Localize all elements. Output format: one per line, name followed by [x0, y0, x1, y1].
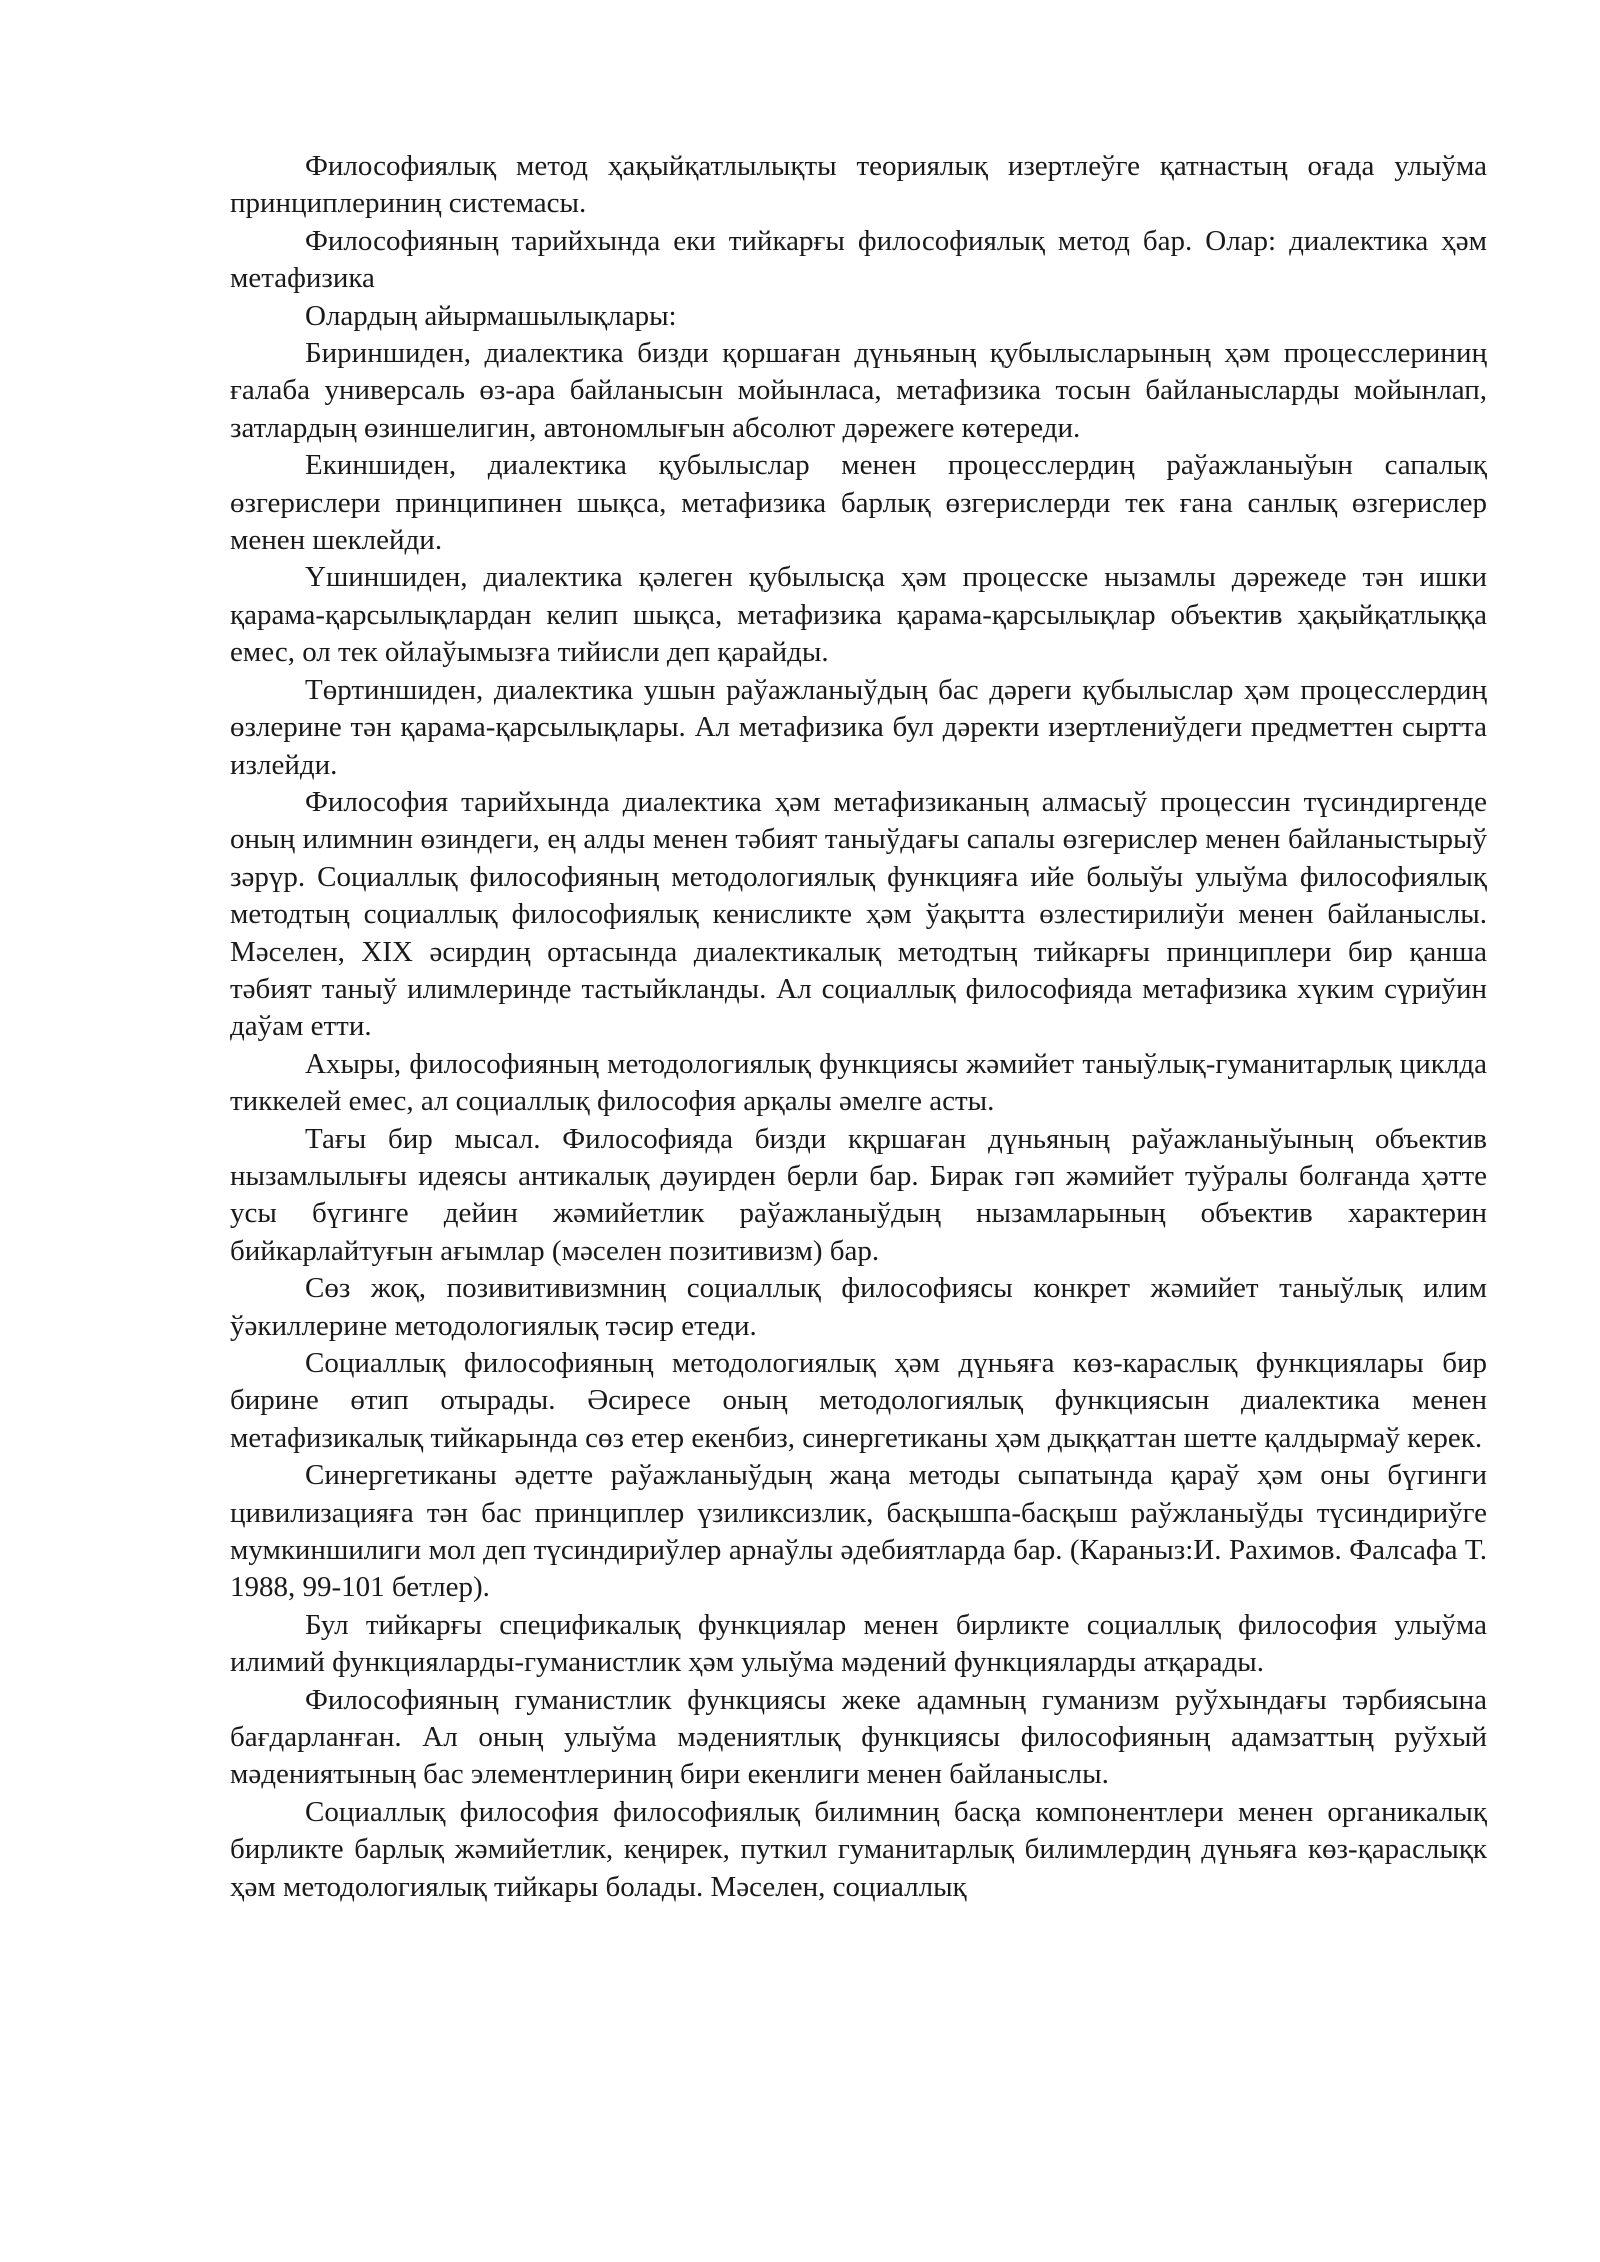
paragraph: Философияның гуманистлик функциясы жеке адамның гуманизм руўхындағы тәрбиясына бағдарланған. Ал оның улыўма мәдениятлық функциясы философияның адамзаттың руўхый мәдениятының бас элементлериниң бири екенлиги менен байланыслы. — [230, 1683, 1487, 1791]
paragraph: Тағы бир мысал. Философияда бизди кқршаған дүньяның раўажланыўының объектив нызамлылығы идеясы антикалық дәуирден берли бар. Бирак гәп жәмийет туўралы болғанда ҳәтте усы бүгинге дейин жәмийетлик раўажланыўдың нызамларының объектив характерин бийкарлайтуғын ағымлар (мәселен позитивизм) бар. — [230, 1122, 1487, 1267]
paragraph: Философия тарийхында диалектика ҳәм метафизиканың алмасыў процессин түсиндиргенде оның илимнин өзиндеги, ең алды менен тәбият таныўдағы сапалы өзгерислер менен байланыстырыў зәрүр. Социаллық философияның методологиялық функцияға ийе болыўы улыўма философиялық методтың социаллық философиялық кенисликте ҳәм ўақытта өзлестирилиўи менен байланыслы. Мәселен, XIX әсирдиң ортасында диалектикалық методтың тийкарғы принциплери бир қанша тәбият таныў илимлеринде тастыйкланды. Ал социаллық философияда метафизика хүким сүриўин даўам етти. — [230, 785, 1487, 1043]
paragraph: Социаллық философия философиялық билимниң басқа компонентлери менен органикалық бирликте барлық жәмийетлик, кеңирек, путкил гуманитарлық билимлердиң дүньяға көз-қараслықк ҳәм методологиялық тийкары болады. Мәселен, социаллық — [230, 1795, 1487, 1903]
paragraph: Бириншиден, диалектика бизди қоршаған дүньяның қубылысларының ҳәм процесслериниң ғалаба универсаль өз-ара байланысын мойынласа, метафизика тосын байланысларды мойынлап, затлардың өзиншелигин, автономлығын абсолют дәрежеге көтереди. — [230, 337, 1487, 444]
paragraph: Социаллық философияның методологиялық ҳәм дүньяға көз-карaслық функциялары бир бирине өтип отырады. Әсиресе оның методологиялық функциясын диалектика менен метафизикалық тийкарында сөз етер екенбиз, синергетиканы ҳәм дыққаттан шетте қалдырмаў керек. — [230, 1347, 1487, 1454]
paragraph: Үшиншиден, диалектика қәлеген қубылысқа ҳәм процесске нызамлы дәрежеде тән ишки қарама-қарсылықлардан келип шықса, метафизика қарама-қарсылықлар объектив ҳақыйқатлыққа емес, ол тек ойлаўымызға тийисли деп қарайды. — [230, 561, 1487, 669]
paragraph: Төртиншиден, диалектика ушын раўажланыўдың бас дәреги қубылыслар ҳәм процесслердиң өзлерине тән қарама-қарсылықлары. Ал метафизика бул дәректи изертлениўдеги предметтен сыртта излейди. — [230, 673, 1487, 781]
paragraph: Ахыры, философияның методологиялық функциясы жәмийет таныўлық-гуманитарлық циклда тиккелей емес, ал социаллық философия арқалы әмелге асты. — [230, 1047, 1487, 1118]
paragraph: Олардың айырмашылықлары: — [305, 299, 677, 332]
paragraph: Сөз жоқ, позивитивизмниң социаллық философиясы конкрет жәмийет таныўлық илим ўәкиллерине методологиялық тәсир етеди. — [230, 1272, 1487, 1342]
paragraph: Философиялық метод ҳақыйқатлылықты теориялық изертлеўге қатнастың оғада улыўма принциплериниң системасы. — [230, 150, 1487, 220]
document-page — [230, 148, 1487, 1906]
paragraph: Синергетиканы әдетте раўажланыўдың жаңа методы сыпатында қараў ҳәм оны бүгинги цивилизацияға тән бас принциплер үзиликсизлик, басқышпа-басқыш раўжланыўды түсиндириўге мумкиншилиги мол деп түсиндириўлер арнаўлы әдебиятларда бар. (Караныз:И. Рахимов. Фалсафа Т. 1988, 99-101 бетлер). — [230, 1459, 1487, 1604]
paragraph: Бул тийкарғы спецификалық функциялар менен бирликте социаллық философия улыўма илимий функцияларды-гуманистлик ҳәм улыўма мәдений функцияларды атқарады. — [230, 1608, 1487, 1679]
paragraph: Екиншиден, диалектика қубылыслар менен процесслердиң раўажланыўын сапалық өзгерислери принципинен шықса, метафизика барлық өзгерислерди тек ғана санлық өзгерислер менен шеклейди. — [230, 449, 1487, 557]
paragraph: Философияның тарийхында еки тийкарғы философиялық метод бар. Олар: диалектика ҳәм метафизика — [230, 224, 1487, 295]
